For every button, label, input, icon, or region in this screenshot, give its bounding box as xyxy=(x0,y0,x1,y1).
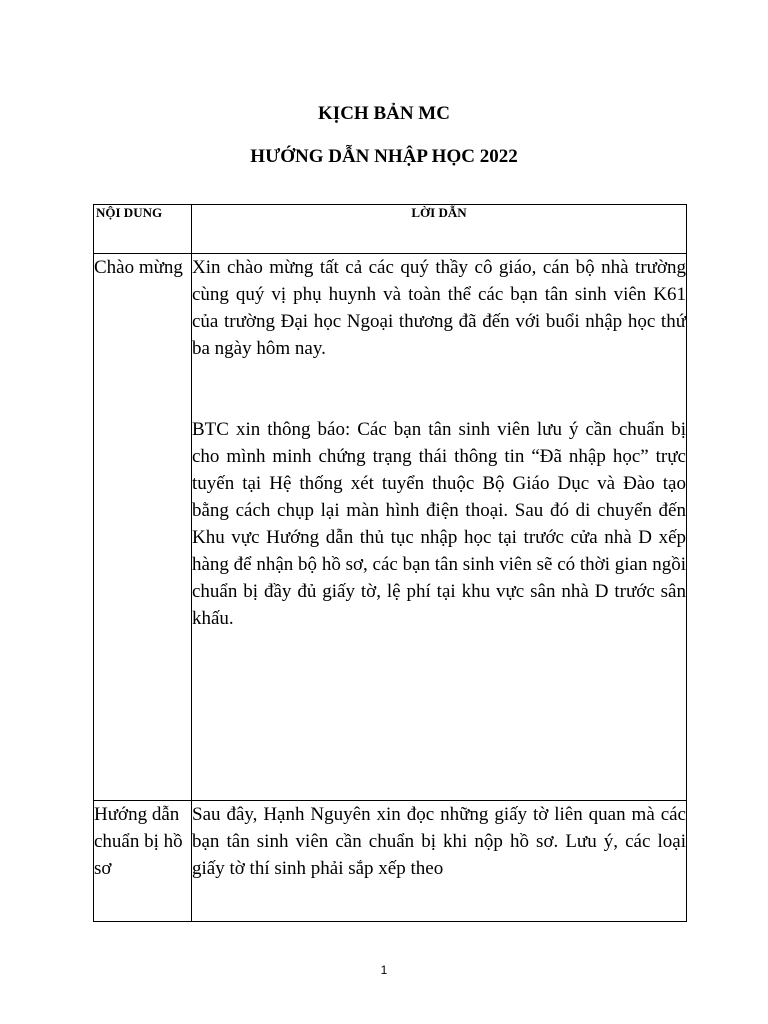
header-content: NỘI DUNG xyxy=(94,205,192,254)
document-title: KỊCH BẢN MC xyxy=(318,103,450,124)
page-number: 1 xyxy=(380,963,388,977)
table-row xyxy=(94,801,687,922)
row-label-welcome: Chào mừng xyxy=(94,254,192,801)
script-table xyxy=(93,204,687,922)
table-header-row xyxy=(94,205,687,254)
paragraph: BTC xin thông báo: Các bạn tân sinh viên lưu ý cần chuẩn bị cho mình minh chứng trạng thái thông tin “Đã nhập học” trực tuyến tại Hệ thống xét tuyển thuộc Bộ Giáo Dục và Đào tạo bằng cách chụp lại màn hình điện thoại. Sau đó di chuyển đến Khu vực Hướng dẫn thủ tục nhập học tại trước cửa nhà D xếp hàng để nhận bộ hồ sơ, các bạn tân sinh viên sẽ có thời gian ngồi chuẩn bị đầy đủ giấy tờ, lệ phí tại khu vực sân nhà D trước sân khấu. xyxy=(192,419,686,629)
paragraph: Xin chào mừng tất cả các quý thầy cô giáo, cán bộ nhà trường cùng quý vị phụ huynh và toàn thể các bạn tân sinh viên K61 của trường Đại học Ngoại thương đã đến với buổi nhập học thứ ba ngày hôm nay. xyxy=(192,257,686,359)
header-script: LỜI DẪN xyxy=(192,205,687,254)
row-body-welcome xyxy=(192,254,687,801)
row-label-documents: Hướng dẫn chuẩn bị hồ sơ xyxy=(94,801,192,922)
paragraph: Sau đây, Hạnh Nguyên xin đọc những giấy tờ liên quan mà các bạn tân sinh viên cần chuẩn bị khi nộp hồ sơ. Lưu ý, các loại giấy tờ thí sinh phải sắp xếp theo xyxy=(192,804,686,879)
row-body-documents xyxy=(192,801,687,922)
table-row xyxy=(94,254,687,801)
document-subtitle: HƯỚNG DẪN NHẬP HỌC 2022 xyxy=(250,146,518,167)
